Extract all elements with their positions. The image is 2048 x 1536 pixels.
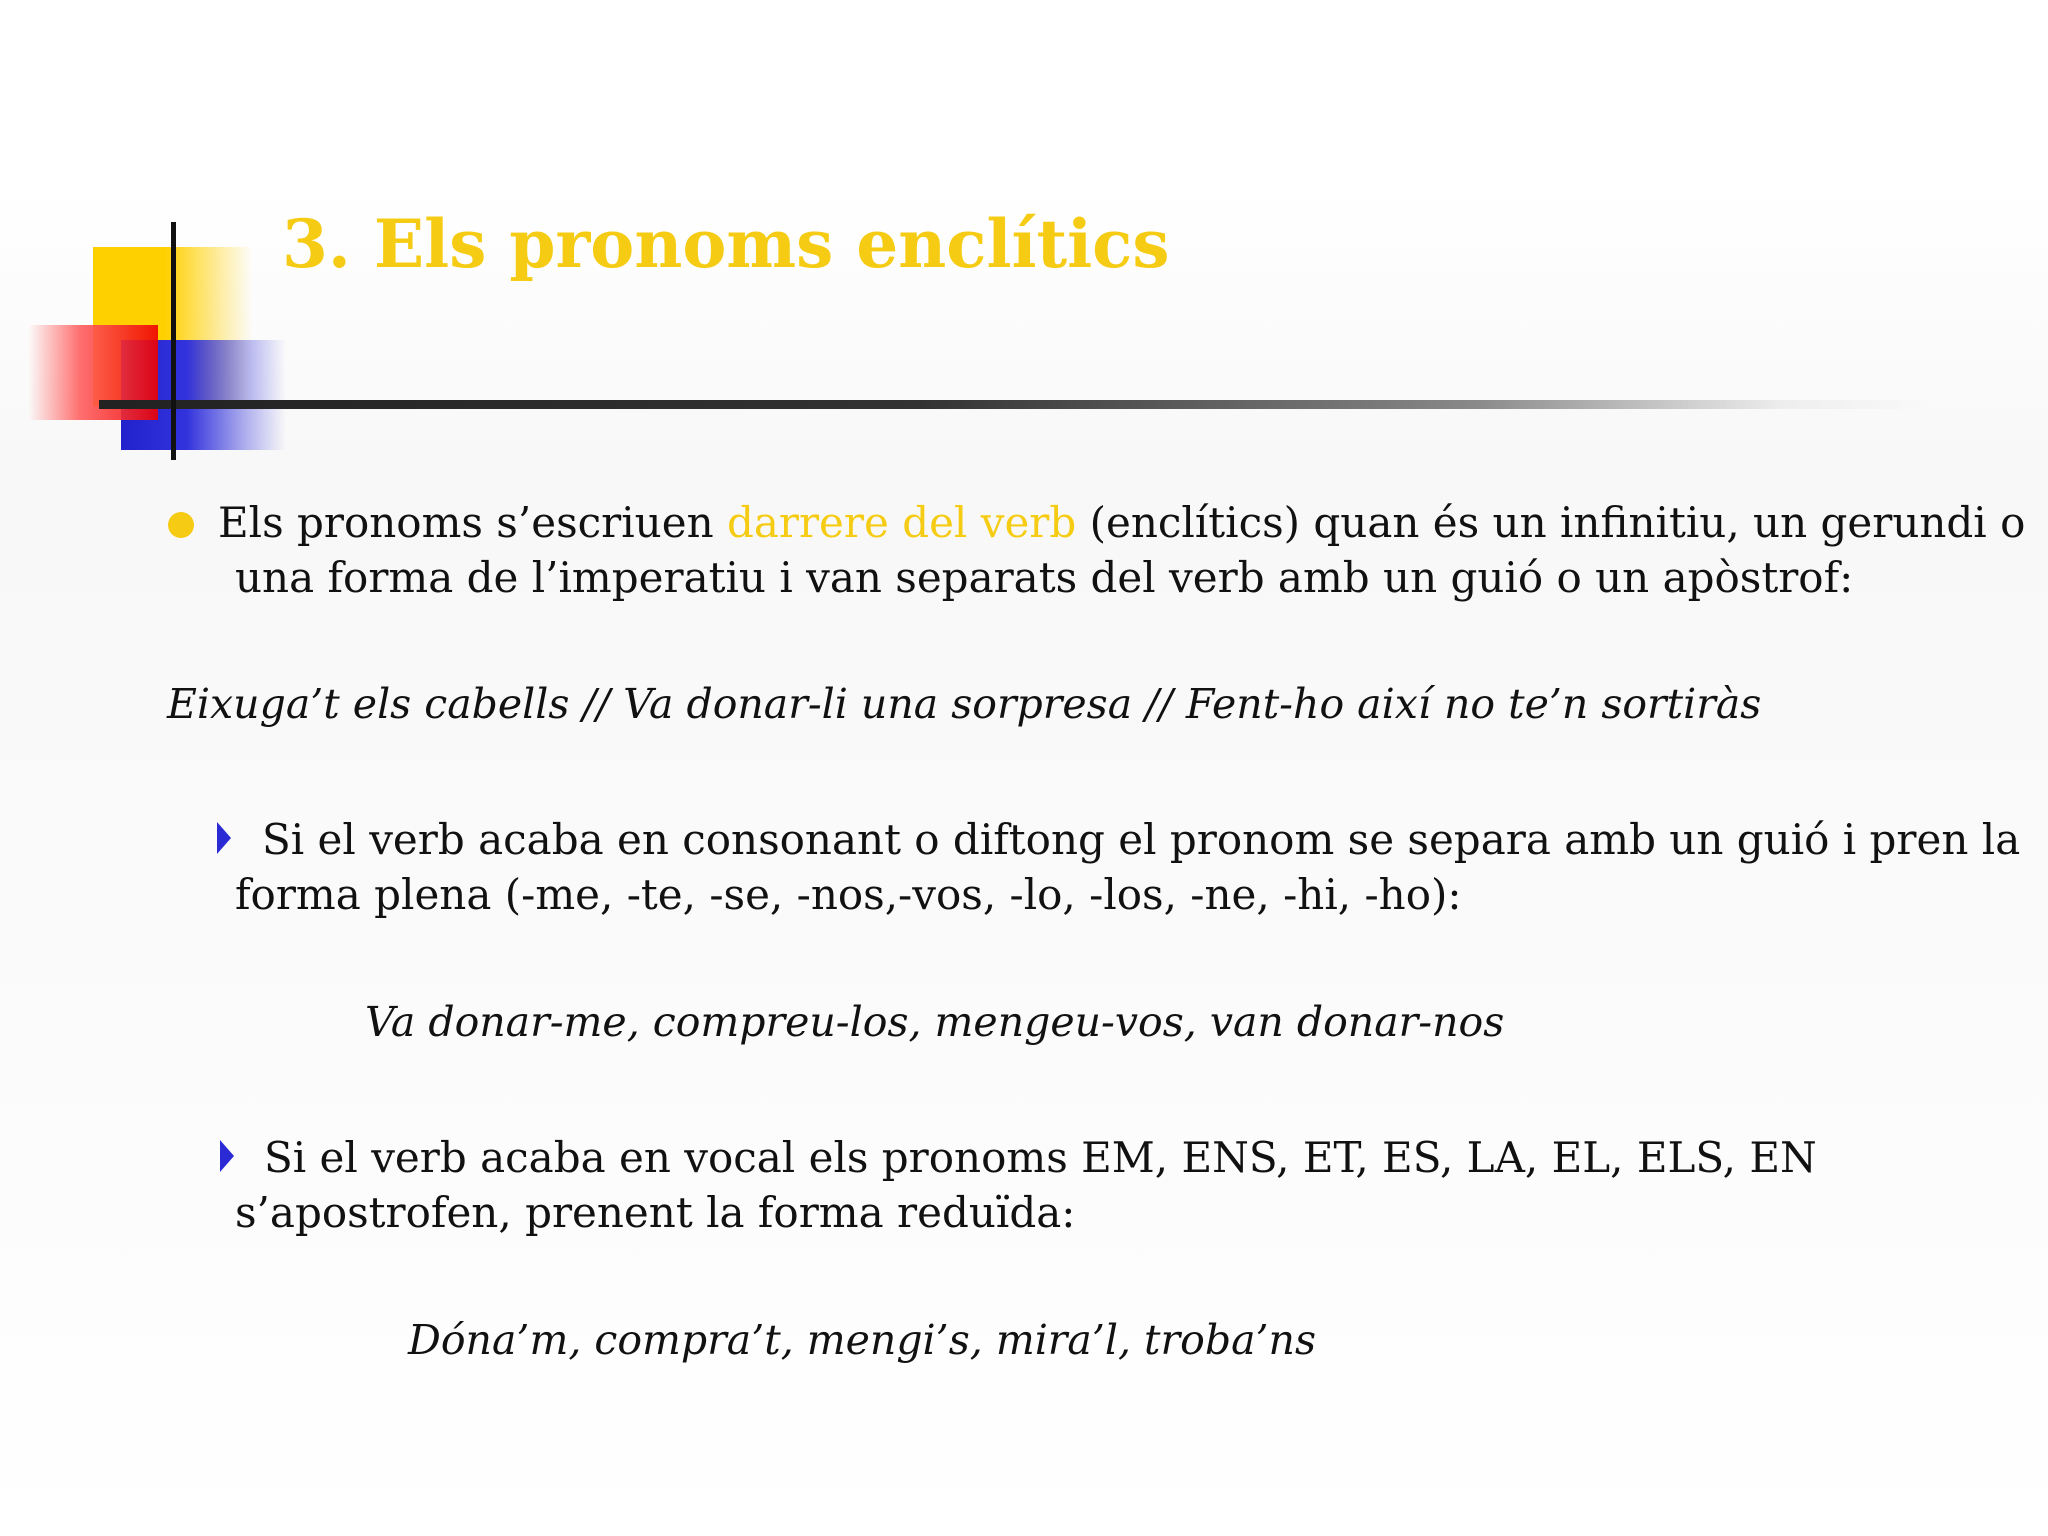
- sub-bullet2-line2: s’apostrofen, prenent la forma reduïda:: [235, 1188, 1076, 1237]
- bullet1-text-before: Els pronoms s’escriuen: [218, 498, 727, 547]
- sub-bullet1-line2: forma plena (-me, -te, -se, -nos,-vos, -lo, -los, -ne, -hi, -ho):: [235, 870, 1462, 919]
- bullet1-text-after: (enclítics) quan és un infinitiu, un gerundi o: [1076, 498, 2026, 547]
- bullet1-line1: [218, 495, 2025, 550]
- slide-title: 3. Els pronoms enclítics: [282, 205, 1170, 283]
- title-underline-rule: [99, 400, 1929, 409]
- example-3: Dóna’m, compra’t, mengi’s, mira’l, troba’ns: [408, 1316, 1316, 1364]
- sub-bullet2-line1: Si el verb acaba en vocal els pronoms EM, ENS, ET, ES, LA, EL, ELS, EN: [264, 1133, 1817, 1182]
- example-2: Va donar-me, compreu-los, mengeu-vos, van donar-nos: [365, 998, 1505, 1046]
- sub-bullet1-line1: Si el verb acaba en consonant o diftong el pronom se separa amb un guió i pren la: [262, 815, 2021, 864]
- bullet1-line2: una forma de l’imperatiu i van separats del verb amb un guió o un apòstrof:: [235, 553, 1854, 602]
- triangle-bullet-icon: [217, 822, 231, 854]
- example-1: Eixuga’t els cabells // Va donar-li una sorpresa // Fent-ho així no te’n sortiràs: [167, 680, 1762, 728]
- bullet1-highlight: darrere del verb: [726, 498, 1077, 547]
- bullet-dot-icon: [168, 512, 194, 538]
- triangle-bullet-icon: [220, 1140, 234, 1172]
- decorative-vertical-line: [171, 222, 176, 460]
